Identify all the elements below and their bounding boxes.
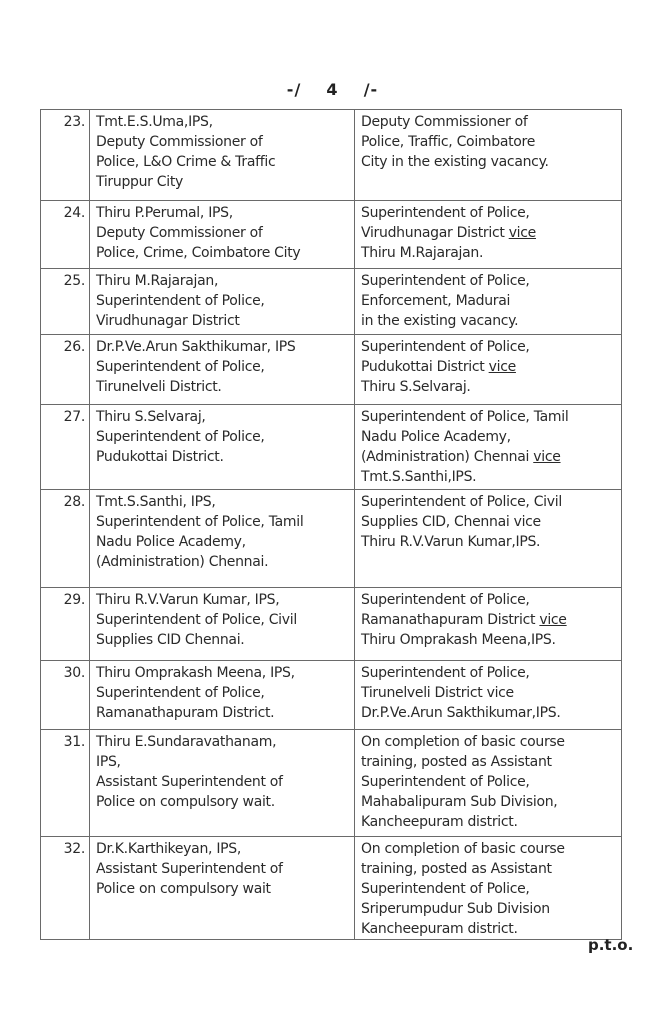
table-row xyxy=(41,661,622,730)
current-posting: Thiru Omprakash Meena, IPS, Superintendent of Police, Ramanathapuram District. xyxy=(90,661,355,730)
new-posting-text: Deputy Commissioner of Police, Traffic, Coimbatore City in the existing vacancy. xyxy=(361,114,549,170)
table-row xyxy=(41,588,622,661)
new-posting xyxy=(355,588,622,661)
serial-number: 28. xyxy=(41,490,90,588)
serial-number: 29. xyxy=(41,588,90,661)
current-posting: Dr.P.Ve.Arun Sakthikumar, IPS Superintendent of Police, Tirunelveli District. xyxy=(90,335,355,405)
new-posting xyxy=(355,661,622,730)
serial-number: 27. xyxy=(41,405,90,490)
new-posting-text: Superintendent of Police, Enforcement, Madurai in the existing vacancy. xyxy=(361,273,530,329)
serial-number: 26. xyxy=(41,335,90,405)
vice-underlined: vice xyxy=(539,612,567,628)
new-posting xyxy=(355,837,622,940)
current-posting: Thiru S.Selvaraj, Superintendent of Police, Pudukottai District. xyxy=(90,405,355,490)
serial-number: 30. xyxy=(41,661,90,730)
replaced-officer: Tmt.S.Santhi,IPS. xyxy=(361,469,477,485)
new-posting-text: Superintendent of Police, Tirunelveli District vice Dr.P.Ve.Arun Sakthikumar,IPS. xyxy=(361,665,561,721)
vice-underlined: vice xyxy=(488,359,516,375)
new-posting-text: Superintendent of Police, Civil Supplies CID, Chennai vice Thiru R.V.Varun Kumar,IPS. xyxy=(361,494,562,550)
serial-number: 23. xyxy=(41,110,90,201)
current-posting: Thiru R.V.Varun Kumar, IPS, Superintendent of Police, Civil Supplies CID Chennai. xyxy=(90,588,355,661)
current-posting: Thiru P.Perumal, IPS, Deputy Commissioner of Police, Crime, Coimbatore City xyxy=(90,201,355,269)
current-posting: Thiru E.Sundaravathanam, IPS, Assistant Superintendent of Police on compulsory wait. xyxy=(90,730,355,837)
table-row xyxy=(41,201,622,269)
posting-table xyxy=(40,109,622,940)
new-posting-text: On completion of basic course training, posted as Assistant Superintendent of Police, Mahabalipuram Sub Division, Kancheepuram district. xyxy=(361,734,565,830)
new-posting xyxy=(355,269,622,335)
page-number: -/ 4 /- xyxy=(286,80,379,99)
new-posting xyxy=(355,201,622,269)
posting-table-body xyxy=(41,110,622,940)
new-posting xyxy=(355,490,622,588)
replaced-officer: Thiru M.Rajarajan. xyxy=(361,245,484,261)
table-row xyxy=(41,730,622,837)
new-posting xyxy=(355,730,622,837)
replaced-officer: Thiru Omprakash Meena,IPS. xyxy=(361,632,556,648)
pto-footer: p.t.o. xyxy=(588,936,634,954)
current-posting: Tmt.S.Santhi, IPS, Superintendent of Police, Tamil Nadu Police Academy, (Administration) Chennai. xyxy=(90,490,355,588)
new-posting xyxy=(355,335,622,405)
new-posting-text: On completion of basic course training, posted as Assistant Superintendent of Police, Sriperumpudur Sub Division Kancheepuram district. xyxy=(361,841,565,937)
table-row xyxy=(41,405,622,490)
new-posting xyxy=(355,110,622,201)
current-posting: Thiru M.Rajarajan, Superintendent of Police, Virudhunagar District xyxy=(90,269,355,335)
current-posting: Tmt.E.S.Uma,IPS, Deputy Commissioner of Police, L&O Crime & Traffic Tiruppur City xyxy=(90,110,355,201)
replaced-officer: Thiru S.Selvaraj. xyxy=(361,379,471,395)
vice-underlined: vice xyxy=(508,225,536,241)
serial-number: 24. xyxy=(41,201,90,269)
new-posting-text: Superintendent of Police, Pudukottai District xyxy=(361,339,530,375)
new-posting-text: Superintendent of Police, Virudhunagar District xyxy=(361,205,530,241)
new-posting xyxy=(355,405,622,490)
serial-number: 31. xyxy=(41,730,90,837)
serial-number: 32. xyxy=(41,837,90,940)
table-row xyxy=(41,110,622,201)
table-row xyxy=(41,335,622,405)
table-row xyxy=(41,837,622,940)
new-posting-text: Superintendent of Police, Tamil Nadu Police Academy, (Administration) Chennai xyxy=(361,409,569,465)
vice-underlined: vice xyxy=(533,449,561,465)
table-row xyxy=(41,490,622,588)
serial-number: 25. xyxy=(41,269,90,335)
current-posting: Dr.K.Karthikeyan, IPS, Assistant Superintendent of Police on compulsory wait xyxy=(90,837,355,940)
table-row xyxy=(41,269,622,335)
new-posting-text: Superintendent of Police, Ramanathapuram District xyxy=(361,592,536,628)
